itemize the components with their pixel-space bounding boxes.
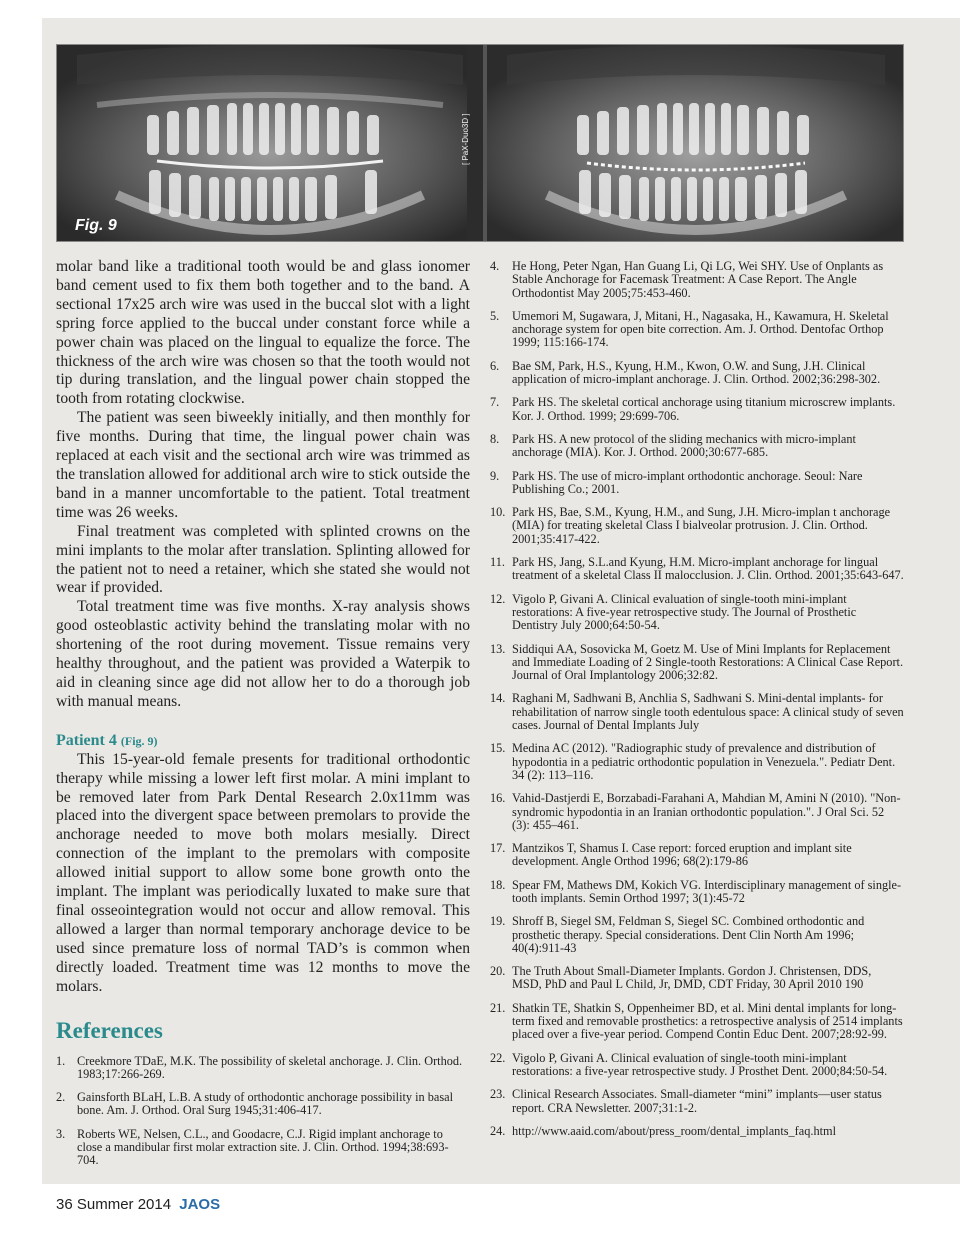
reference-item: 15. Medina AC (2012). "Radiographic study of prevalence and distribution of hypodontia in a pediatric orthodontic population in Venezuela.". Pediatr Dent. 34 (2): 113–116. [490,741,896,782]
reference-item: 16. Vahid-Dastjerdi E, Borzabadi-Farahani A, Mahdian M, Amini N (2010). "Non-syndromic hypodontia in an Iranian orthodontic population.". J Oral Sci. 52 (3): 455–461. [490,791,901,832]
body-paragraph: Total treatment time was five months. X-ray analysis shows good osteoblastic activity behind the translating molar with no shortening of the root during movement. Tissue remains very healthy throughout, and the patient was provided a Waterpik to aid in cleaning since age did not allow her to do a thorough job with manual means. [56,598,470,710]
reference-item: 8. Park HS. A new protocol of the sliding mechanics with micro-implant anchorage (MIA). Kor. J. Orthod. 2000;30:677-685. [490,431,856,460]
references-heading: References [56,1017,163,1043]
figure-label: Fig. 9 [75,217,117,234]
reference-item: 2. Gainsforth BLaH, L.B. A study of orthodontic anchorage possibility in basal bone. Am. J. Orthod. Oral Surg 1945;31:406-417. [56,1090,454,1118]
reference-item: 7. Park HS. The skeletal cortical anchorage using titanium microscrew implants. Kor. J. Orthod. 1999; 29:699-706. [490,395,896,423]
page-number: 36 [56,1196,73,1213]
reference-item: 14. Raghani M, Sadhwani B, Anchlia S, Sadhwani S. Mini-dental implants- for rehabilitation of narrow single tooth edentulous space: A clinical study of seven cases. Journal of Dental Implants July [490,691,904,733]
reference-item: 1. Creekmore TDaE, M.K. The possibility of skeletal anchorage. J. Clin. Orthod. 1983;17:266-269. [56,1053,463,1081]
reference-item: 11. Park HS, Jang, S.L.and Kyung, H.M. Micro-implant anchorage for lingual treatment of a skeletal Class II malocclusion. J. Clin. Orthod. 2001;35:643-647. [490,555,904,583]
left-column [56,258,470,1178]
reference-item: 4. He Hong, Peter Ngan, Han Guang Li, Qi LG, Wei SHY. Use of Onplants as Stable Anchorage for Facemask Treatment: A Case Report. The Angle Orthodontist May 2005;75:453-460. [490,259,884,300]
page-footer [56,1196,220,1213]
reference-item: 6. Bae SM, Park, H.S., Kyung, H.M., Kwon, O.W. and Sung, J.H. Clinical application of micro-implant anchorage. J. Clin. Orthod. 2002;36:298-302. [490,358,881,387]
reference-item: 17. Mantzikos T, Shamus I. Case report: forced eruption and implant site development. Angle Orthod 1996; 68(2):179-86 [490,841,852,869]
references-list-right [490,260,904,1148]
reference-item: 19. Shroff B, Siegel SM, Feldman S, Siegel SC. Combined orthodontic and prosthetic therapy. Special considerations. Dent Clin North Am 1996; 40(4):911-43 [490,914,865,955]
reference-item: 23. Clinical Research Associates. Small-diameter “mini” implants—user status report. CRA Newsletter. 2007;31:1-2. [490,1087,882,1115]
reference-item: 10. Park HS, Bae, S.M., Kyung, H.M., and Sung, J.H. Micro-implan t anchorage (MIA) for treating skeletal Class I bialveolar protrusion. J. Clin. Orthod. 2001;35:417-422. [490,505,891,546]
body-paragraph: The patient was seen biweekly initially, and then monthly for five months. During that time, the lingual power chain was replaced at each visit and the sectional arch wire was trimmed as the translation allowed for additional arch wire to stick outside the band in a manner uncomfortable to the patient. Total treatment time was 26 weeks. [56,409,470,521]
journal-name: JAOS [179,1196,221,1213]
reference-item: 13. Siddiqui AA, Sosovicka M, Goetz M. Use of Mini Implants for Replacement and Immediate Loading of 2 Single-tooth Restorations: A Clinical Case Report. Journal of Oral Implantology 2006;32:82. [490,641,904,683]
issue-label: Summer 2014 [76,1196,172,1213]
reference-item: 5. Umemori M, Sugawara, J, Mitani, H., Nagasaka, H., Kawamura, H. Skeletal anchorage system for open bite correction. Am. J. Orthod. Dentofac Orthop 1999; 115:166-174. [490,308,889,350]
figure-9 [56,44,904,242]
reference-item: 24. http://www.aaid.com/about/press_room/dental_implants_faq.html [490,1123,836,1138]
patient-4-paragraph: This 15-year-old female presents for traditional orthodontic therapy while missing a lower left first molar. A mini implant to be removed later from Park Dental Research 2.0x11mm was placed into the divergent space between premolars to provide the anchorage needed to move both molars mesially. Direct connection of the implant to the premolars with composite allowed initial support to allow some bone growth onto the implant. The implant was periodically luxated to make sure that final osseointegration would not occur and allow removal. This allowed a larger than normal temporary anchorage device to be used since premature loss of normal TAD’s is common when directly loaded. Treatment time was 12 months to move the molars. [56,750,470,995]
reference-item: 18. Spear FM, Mathews DM, Kokich VG. Interdisciplinary management of single-tooth implants. Semin Orthod 1997; 3(1):45-72 [490,877,902,905]
xray-pre-treatment-image [57,45,483,242]
figure-reference: (Fig. 9) [120,733,158,748]
patient-4-title: Patient 4 [56,731,117,749]
reference-item: 9. Park HS. The use of micro-implant orthodontic anchorage. Seoul: Nare Publishing Co.; 2001. [490,468,863,496]
body-paragraph: molar band like a traditional tooth would be and glass ionomer band cement used to fix them both together and to the band. A sectional 17x25 arch wire was used in the buccal slot with a light spring force applied to the buccal under constant force while a power chain was placed on the lingual to equalize the force. The thickness of the arch wire was chosen so that the tooth would not tip during translation, and the lingual power chain stopped the tooth from rotating clockwise. [56,258,470,408]
reference-item: 22. Vigolo P, Givani A. Clinical evaluation of single-tooth mini-implant restorations: a five-year retrospective study. J Prosthet Dent. 2000;84:50-54. [490,1050,888,1078]
reference-item: 20. The Truth About Small-Diameter Implants. Gordon J. Christensen, DDS, MSD, PhD and Paul L Child, Jr, DMD, CDT Friday, 30 April 2010 190 [490,964,872,992]
reference-item: 12. Vigolo P, Givani A. Clinical evaluation of single-tooth mini-implant restorations: A five-year retrospective study. The Journal of Prosthetic Dentistry July 2000;64:50-54. [490,591,857,633]
reference-item: 3. Roberts WE, Nelsen, C.L., and Goodacre, C.J. Rigid implant anchorage to close a mandibular first molar extraction site. J. Clin. Orthod. 1994;38:693-704. [56,1126,449,1168]
xray-post-treatment-image [487,45,904,242]
scanner-label: [ PaX-Duo3D ] [461,113,470,165]
patient-4-heading [56,731,470,751]
body-paragraph: Final treatment was completed with splinted crowns on the mini implants to the molar after translation. Splinting allowed for the patient not to need a retainer, which she stated she would not wear if provided. [56,522,470,597]
reference-item: 21. Shatkin TE, Shatkin S, Oppenheimer BD, et al. Mini dental implants for long-term fixed and removable prosthetics: a retrospective analysis of 2514 implants placed over a five-year period. Compend Contin Educ Dent. 2007;28:92-99. [490,1000,903,1042]
references-list-left [56,1055,470,1168]
